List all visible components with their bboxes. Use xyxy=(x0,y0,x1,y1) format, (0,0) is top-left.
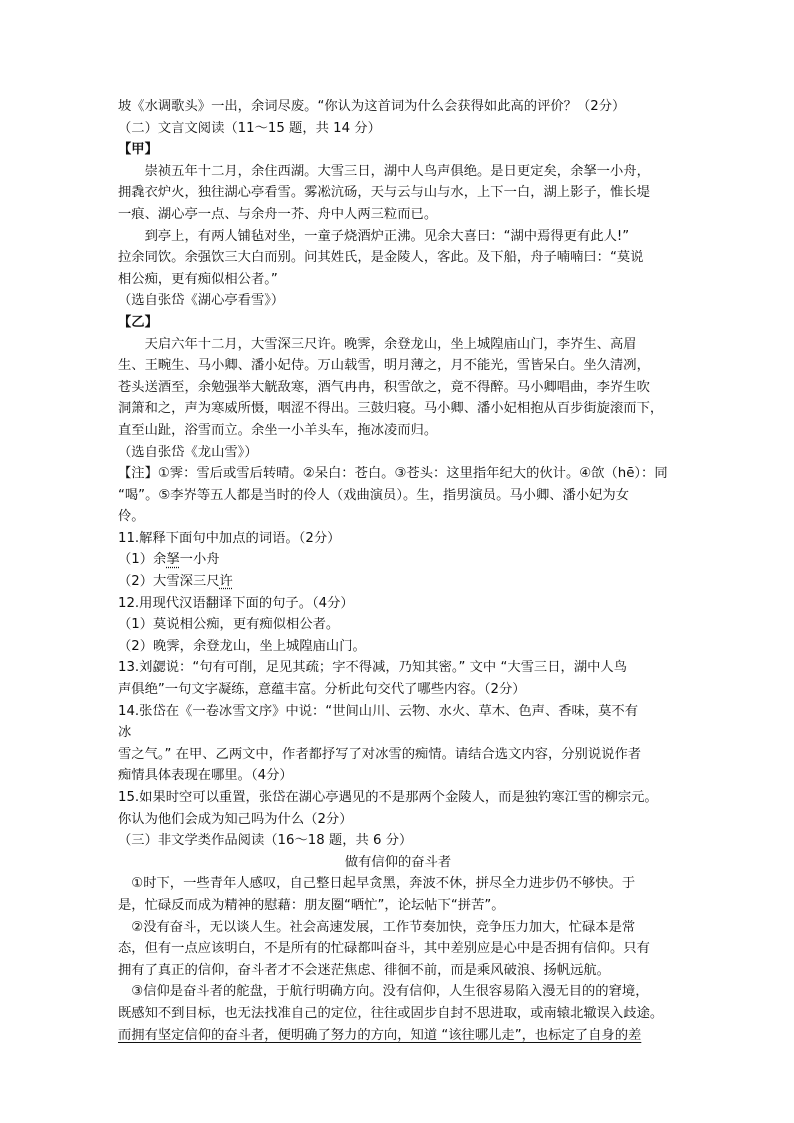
text-line: ②没有奋斗，无以谈人生。社会高速发展，工作节奏加快，竞争压力加大，忙碌本是常 xyxy=(131,919,636,935)
question-item xyxy=(118,549,678,571)
question-line: 声俱绝”一句文字凝练，意蕴丰富。分析此句交代了哪些内容。（2分） xyxy=(118,682,526,698)
text-line: 是，忙碌反而成为精神的慰藉：朋友圈“晒忙”，论坛帖下“拼苦”。 xyxy=(118,897,505,913)
underlined-text-line: 而拥有坚定信仰的奋斗者，便明确了努力的方向，知道 “该往哪儿走”，也标定了自身的差 xyxy=(118,1027,642,1043)
yi-paragraph-1 xyxy=(118,334,678,442)
text-line: ③信仰是奋斗者的舵盘，于航行明确方向。没有信仰，人生很容易陷入漫无目的的窘境， xyxy=(131,984,649,1000)
question-line: 冰 xyxy=(118,725,132,741)
yi-label: 【乙】 xyxy=(118,314,158,330)
jia-source: （选自张岱《湖心亭看雪》） xyxy=(118,293,285,309)
text-line: 苍头送酒至，余勉强举大觥敌寒，酒气冉冉，积雪欱之，竟不得醉。马小卿唱曲，李岕生吹 xyxy=(118,379,650,395)
text-line: 态，但有一点应该明白，不是所有的忙碌都叫奋斗，其中差别应是心中是否拥有信仰。只有 xyxy=(118,941,650,957)
question-stem: 12.用现代汉语翻译下面的句子。（4分） xyxy=(118,595,354,611)
essay-title: 做有信仰的奋斗者 xyxy=(344,854,452,870)
yi-source: （选自张岱《龙山雪》） xyxy=(118,444,258,460)
question-line: 13.刘勰说：“句有可削，足见其疏；字不得减，乃知其密。” 文中 “大雪三日，湖中人鸟 xyxy=(118,660,628,676)
item-text: （1）余 xyxy=(118,552,167,568)
question-item xyxy=(118,571,678,593)
question-12 xyxy=(118,593,678,658)
note-line: “喝”。⑤李岕等五人都是当时的伶人（戏曲演员）。生，指男演员。马小卿、潘小妃为女 xyxy=(118,487,630,503)
text-line: 生、王畹生、马小卿、潘小妃侍。万山载雪，明月薄之，月不能光，雪皆呆白。坐久清冽， xyxy=(118,358,650,374)
text-line: ①时下，一些青年人感叹，自己整日起早贪黑，奔波不休，拼尽全力进步仍不够快。于 xyxy=(131,876,636,892)
question-stem: 11.解释下面句中加点的词语。（2分） xyxy=(118,530,341,546)
text-line: 直至山趾，浴雪而立。余坐一小羊头车，拖冰凌而归。 xyxy=(118,422,438,438)
text-line: 一痕、湖心亭一点、与余舟一芥、舟中人两三粒而已。 xyxy=(118,206,438,222)
question-11 xyxy=(118,528,678,593)
note-line: 伶。 xyxy=(118,509,145,525)
section3-heading: （三）非文学类作品阅读（16～18 题，共 6 分） xyxy=(118,833,413,849)
essay-paragraph-1 xyxy=(118,873,678,916)
section2-heading: （二）文言文阅读（11～15 题，共 14 分） xyxy=(118,120,381,136)
text-line: 既感知不到目标，也无法找准自己的定位，往往或固步自封不思进取，或南辕北辙误入歧途。 xyxy=(118,1005,664,1021)
text-line: 拥毳衣炉火，独往湖心亭看雪。雾凇沆砀，天与云与山与水，上下一白，湖上影子，惟长堤 xyxy=(118,185,650,201)
item-text: （2）大雪深三尺 xyxy=(118,574,220,590)
jia-paragraph-1 xyxy=(118,161,678,226)
text-line: 拥有了真正的信仰，奋斗者才不会迷茫焦虑、徘徊不前，而是乘风破浪、扬帆远航。 xyxy=(118,962,610,978)
essay-paragraph-2 xyxy=(118,917,678,982)
question-15 xyxy=(118,787,678,830)
document-page xyxy=(118,96,678,1046)
question-line: 痴情具体表现在哪里。（4分） xyxy=(118,768,293,784)
item-text: 一小舟 xyxy=(179,552,220,568)
dotted-word: 许 xyxy=(219,574,233,590)
question-item: （2）晚霁，余登龙山，坐上城隍庙山门。 xyxy=(118,638,366,654)
dotted-word: 拏 xyxy=(166,552,180,568)
text-line: 崇祯五年十二月，余住西湖。大雪三日，湖中人鸟声俱绝。是日更定矣，余拏一小舟， xyxy=(144,163,650,179)
question-line: 你认为他们会成为知己吗为什么（2分） xyxy=(118,811,353,827)
question-line: 雪之气。” 在甲、乙两文中，作者都抒写了对冰雪的痴情。请结合选文内容，分别说说作者 xyxy=(118,746,642,762)
jia-label: 【甲】 xyxy=(118,142,158,158)
text-line: 相公痴，更有痴似相公者。” xyxy=(118,271,278,287)
question-line: 14.张岱在《一卷冰雪文序》中说：“世间山川、云物、水火、草木、色声、香味，莫不有 xyxy=(118,703,639,719)
question-item: （1）莫说相公痴，更有痴似相公者。 xyxy=(118,617,340,633)
text-line: 到亭上，有两人铺毡对坐，一童子烧酒炉正沸。见余大喜曰：“湖中焉得更有此人!” xyxy=(144,228,630,244)
question-line: 15.如果时空可以重置，张岱在湖心亭遇见的不是那两个金陵人，而是独钓寒江雪的柳宗元。 xyxy=(118,790,658,805)
question-13 xyxy=(118,657,678,700)
intro-line: 坡《水调歌头》一出，余词尽废。“你认为这首词为什么会获得如此高的评价？（2分） xyxy=(118,99,626,114)
question-14 xyxy=(118,701,678,787)
text-line: 洞箫和之，声为寒威所慑，咽涩不得出。三鼓归寝。马小卿、潘小妃相抱从百步街旋滚而下， xyxy=(118,401,664,417)
essay-paragraph-3 xyxy=(118,981,678,1046)
jia-paragraph-2 xyxy=(118,226,678,291)
text-line: 天启六年十二月，大雪深三尺许。晚霁，余登龙山，坐上城隍庙山门，李岕生、高眉 xyxy=(144,336,637,352)
text-line: 拉余同饮。余强饮三大白而别。问其姓氏，是金陵人，客此。及下船，舟子喃喃曰：“莫说 xyxy=(118,250,644,266)
note-line: 【注】①霁：雪后或雪后转晴。②呆白：苍白。③苍头：这里指年纪大的伙计。④欱（hē）：同 xyxy=(118,466,668,482)
notes xyxy=(118,463,678,528)
